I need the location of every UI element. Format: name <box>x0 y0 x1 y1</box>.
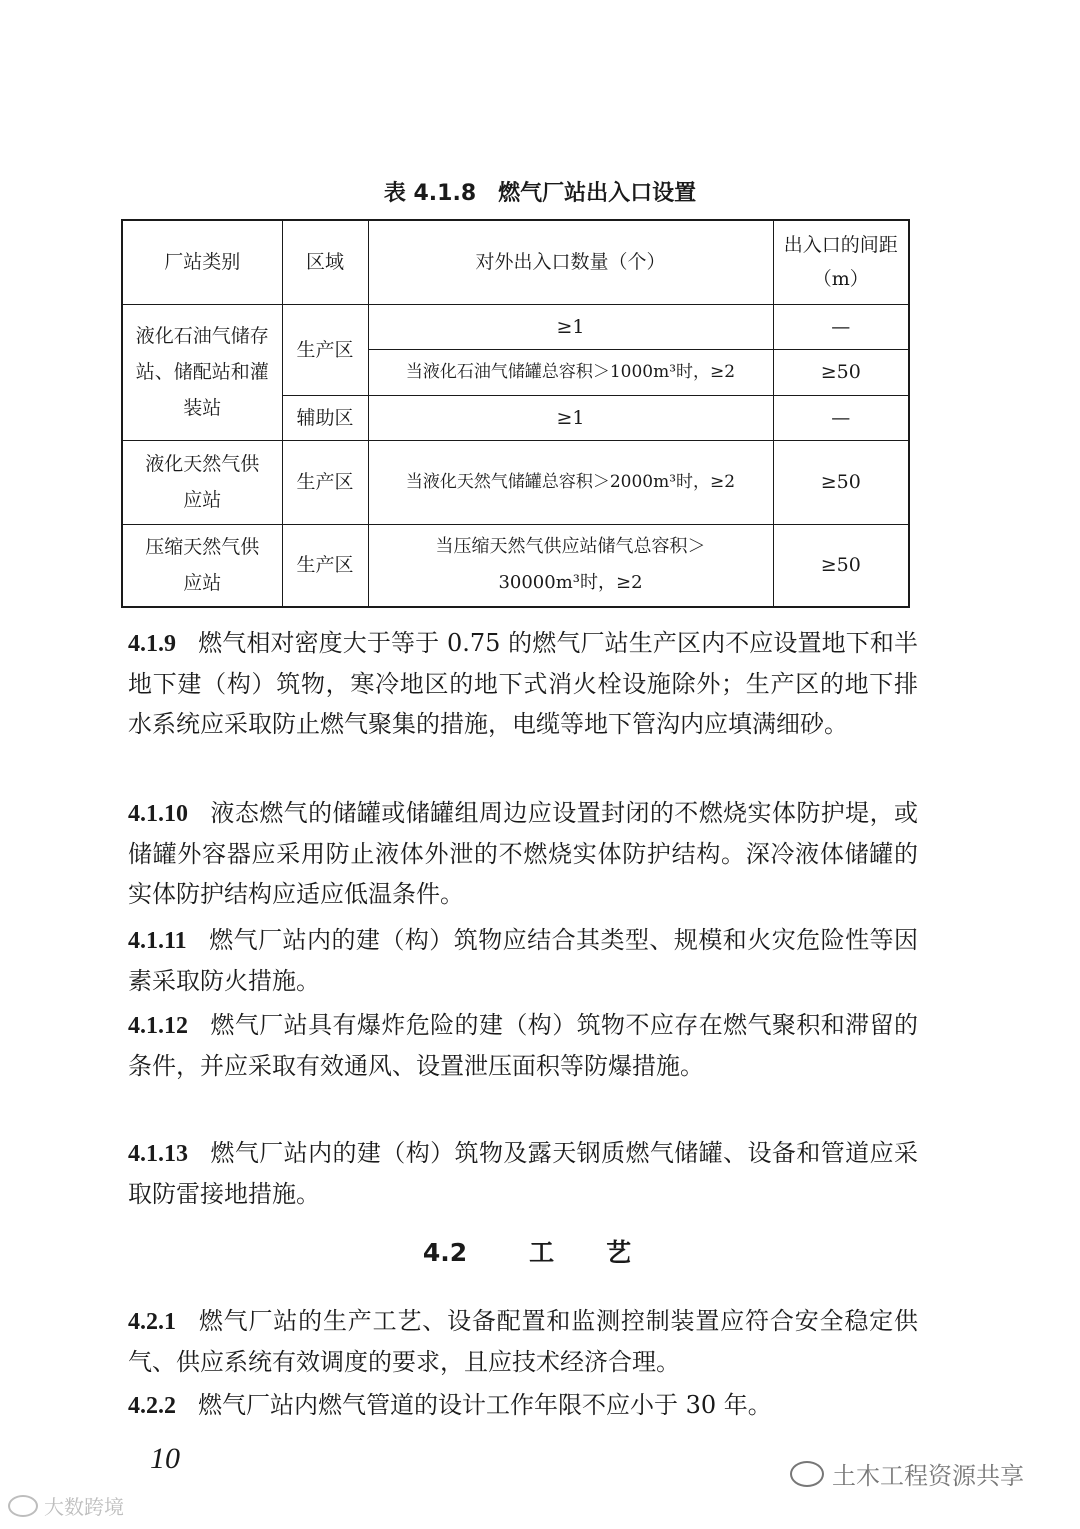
clause-number: 4.1.13 <box>128 1141 188 1167</box>
clause-text: 燃气厂站具有爆炸危险的建（构）筑物不应存在燃气聚积和滞留的条件，并应采取有效通风、设置泄压面积等防爆措施。 <box>128 1011 918 1080</box>
cell-cng-count: 当压缩天然气供应站储气总容积＞30000m³时，≥2 <box>368 524 773 607</box>
watermark-left-text: 大数跨境 <box>44 1495 124 1519</box>
watermark-right <box>790 1456 1024 1491</box>
clause-4-2-1 <box>128 1301 918 1382</box>
clause-4-2-2 <box>128 1385 918 1426</box>
section-number: 4.2 <box>422 1238 468 1267</box>
cell-lpg-aux-spacing: — <box>773 395 909 440</box>
header-spacing-line1: 出入口的间距 <box>783 234 898 257</box>
clause-text: 燃气厂站内燃气管道的设计工作年限不应小于 30 年。 <box>198 1391 772 1419</box>
clause-text: 燃气厂站内的建（构）筑物及露天钢质燃气储罐、设备和管道应采取防雷接地措施。 <box>128 1139 918 1208</box>
table-title: 表 4.1.8 燃气厂站出入口设置 <box>383 181 697 206</box>
brand-logo-icon <box>8 1495 38 1517</box>
cell-lpg-spacing-1: — <box>773 304 909 349</box>
clause-number: 4.1.9 <box>128 631 176 657</box>
section-title-char-1: 工 <box>529 1238 555 1267</box>
entrance-settings-table <box>121 219 910 608</box>
header-zone: 区域 <box>282 220 368 304</box>
cell-lpg-auxiliary-zone: 辅助区 <box>282 395 368 440</box>
header-spacing-line2: （m） <box>812 268 869 291</box>
wechat-icon <box>790 1461 824 1487</box>
clause-number: 4.1.11 <box>128 928 187 954</box>
clause-text: 液态燃气的储罐或储罐组周边应设置封闭的不燃烧实体防护堤，或储罐外容器应采用防止液体外泄的不燃烧实体防护结构。深冷液体储罐的实体防护结构应适应低温条件。 <box>128 799 918 908</box>
header-station-type: 厂站类别 <box>122 220 282 304</box>
cell-lpg-count-1: ≥1 <box>368 304 773 349</box>
watermark-left <box>8 1491 124 1520</box>
cell-lpg-count-2: 当液化石油气储罐总容积＞1000m³时，≥2 <box>368 349 773 395</box>
clause-4-1-13 <box>128 1133 918 1214</box>
clause-text: 燃气相对密度大于等于 0.75 的燃气厂站生产区内不应设置地下和半地下建（构）筑物，寒冷地区的地下式消火栓设施除外；生产区的地下排水系统应采取防止燃气聚集的措施，电缆等地下管沟内应填满细砂。 <box>128 629 918 738</box>
table-row <box>122 524 909 607</box>
cell-lng-count: 当液化天然气储罐总容积＞2000m³时，≥2 <box>368 440 773 524</box>
cell-cng-zone: 生产区 <box>282 524 368 607</box>
cell-lpg-station-type: 液化石油气储存站、储配站和灌装站 <box>122 304 282 440</box>
cell-lng-zone: 生产区 <box>282 440 368 524</box>
cell-cng-spacing: ≥50 <box>773 524 909 607</box>
clause-number: 4.1.12 <box>128 1013 188 1039</box>
cell-lpg-aux-count: ≥1 <box>368 395 773 440</box>
table-row <box>122 304 909 349</box>
cell-lng-spacing: ≥50 <box>773 440 909 524</box>
section-heading-4-2 <box>0 1233 1080 1269</box>
table-row <box>122 440 909 524</box>
clause-text: 燃气厂站的生产工艺、设备配置和监测控制装置应符合安全稳定供气、供应系统有效调度的要求，且应技术经济合理。 <box>128 1307 918 1376</box>
cell-lng-station-type: 液化天然气供应站 <box>122 440 282 524</box>
clause-4-1-11 <box>128 920 918 1001</box>
clause-number: 4.2.2 <box>128 1393 176 1419</box>
clause-text: 燃气厂站内的建（构）筑物应结合其类型、规模和火灾危险性等因素采取防火措施。 <box>128 926 918 995</box>
page-number: 10 <box>150 1442 180 1475</box>
clause-4-1-9 <box>128 623 918 744</box>
cell-lpg-spacing-2: ≥50 <box>773 349 909 395</box>
table-header-row <box>122 220 909 304</box>
header-entrance-count: 对外出入口数量（个） <box>368 220 773 304</box>
cell-cng-station-type: 压缩天然气供应站 <box>122 524 282 607</box>
cell-lpg-production-zone: 生产区 <box>282 304 368 395</box>
clause-number: 4.2.1 <box>128 1309 176 1335</box>
header-entrance-spacing <box>773 220 909 304</box>
watermark-right-text: 土木工程资源共享 <box>832 1462 1024 1490</box>
section-title-char-2: 艺 <box>606 1238 632 1267</box>
clause-number: 4.1.10 <box>128 801 188 827</box>
clause-4-1-12 <box>128 1005 918 1086</box>
clause-4-1-10 <box>128 793 918 914</box>
